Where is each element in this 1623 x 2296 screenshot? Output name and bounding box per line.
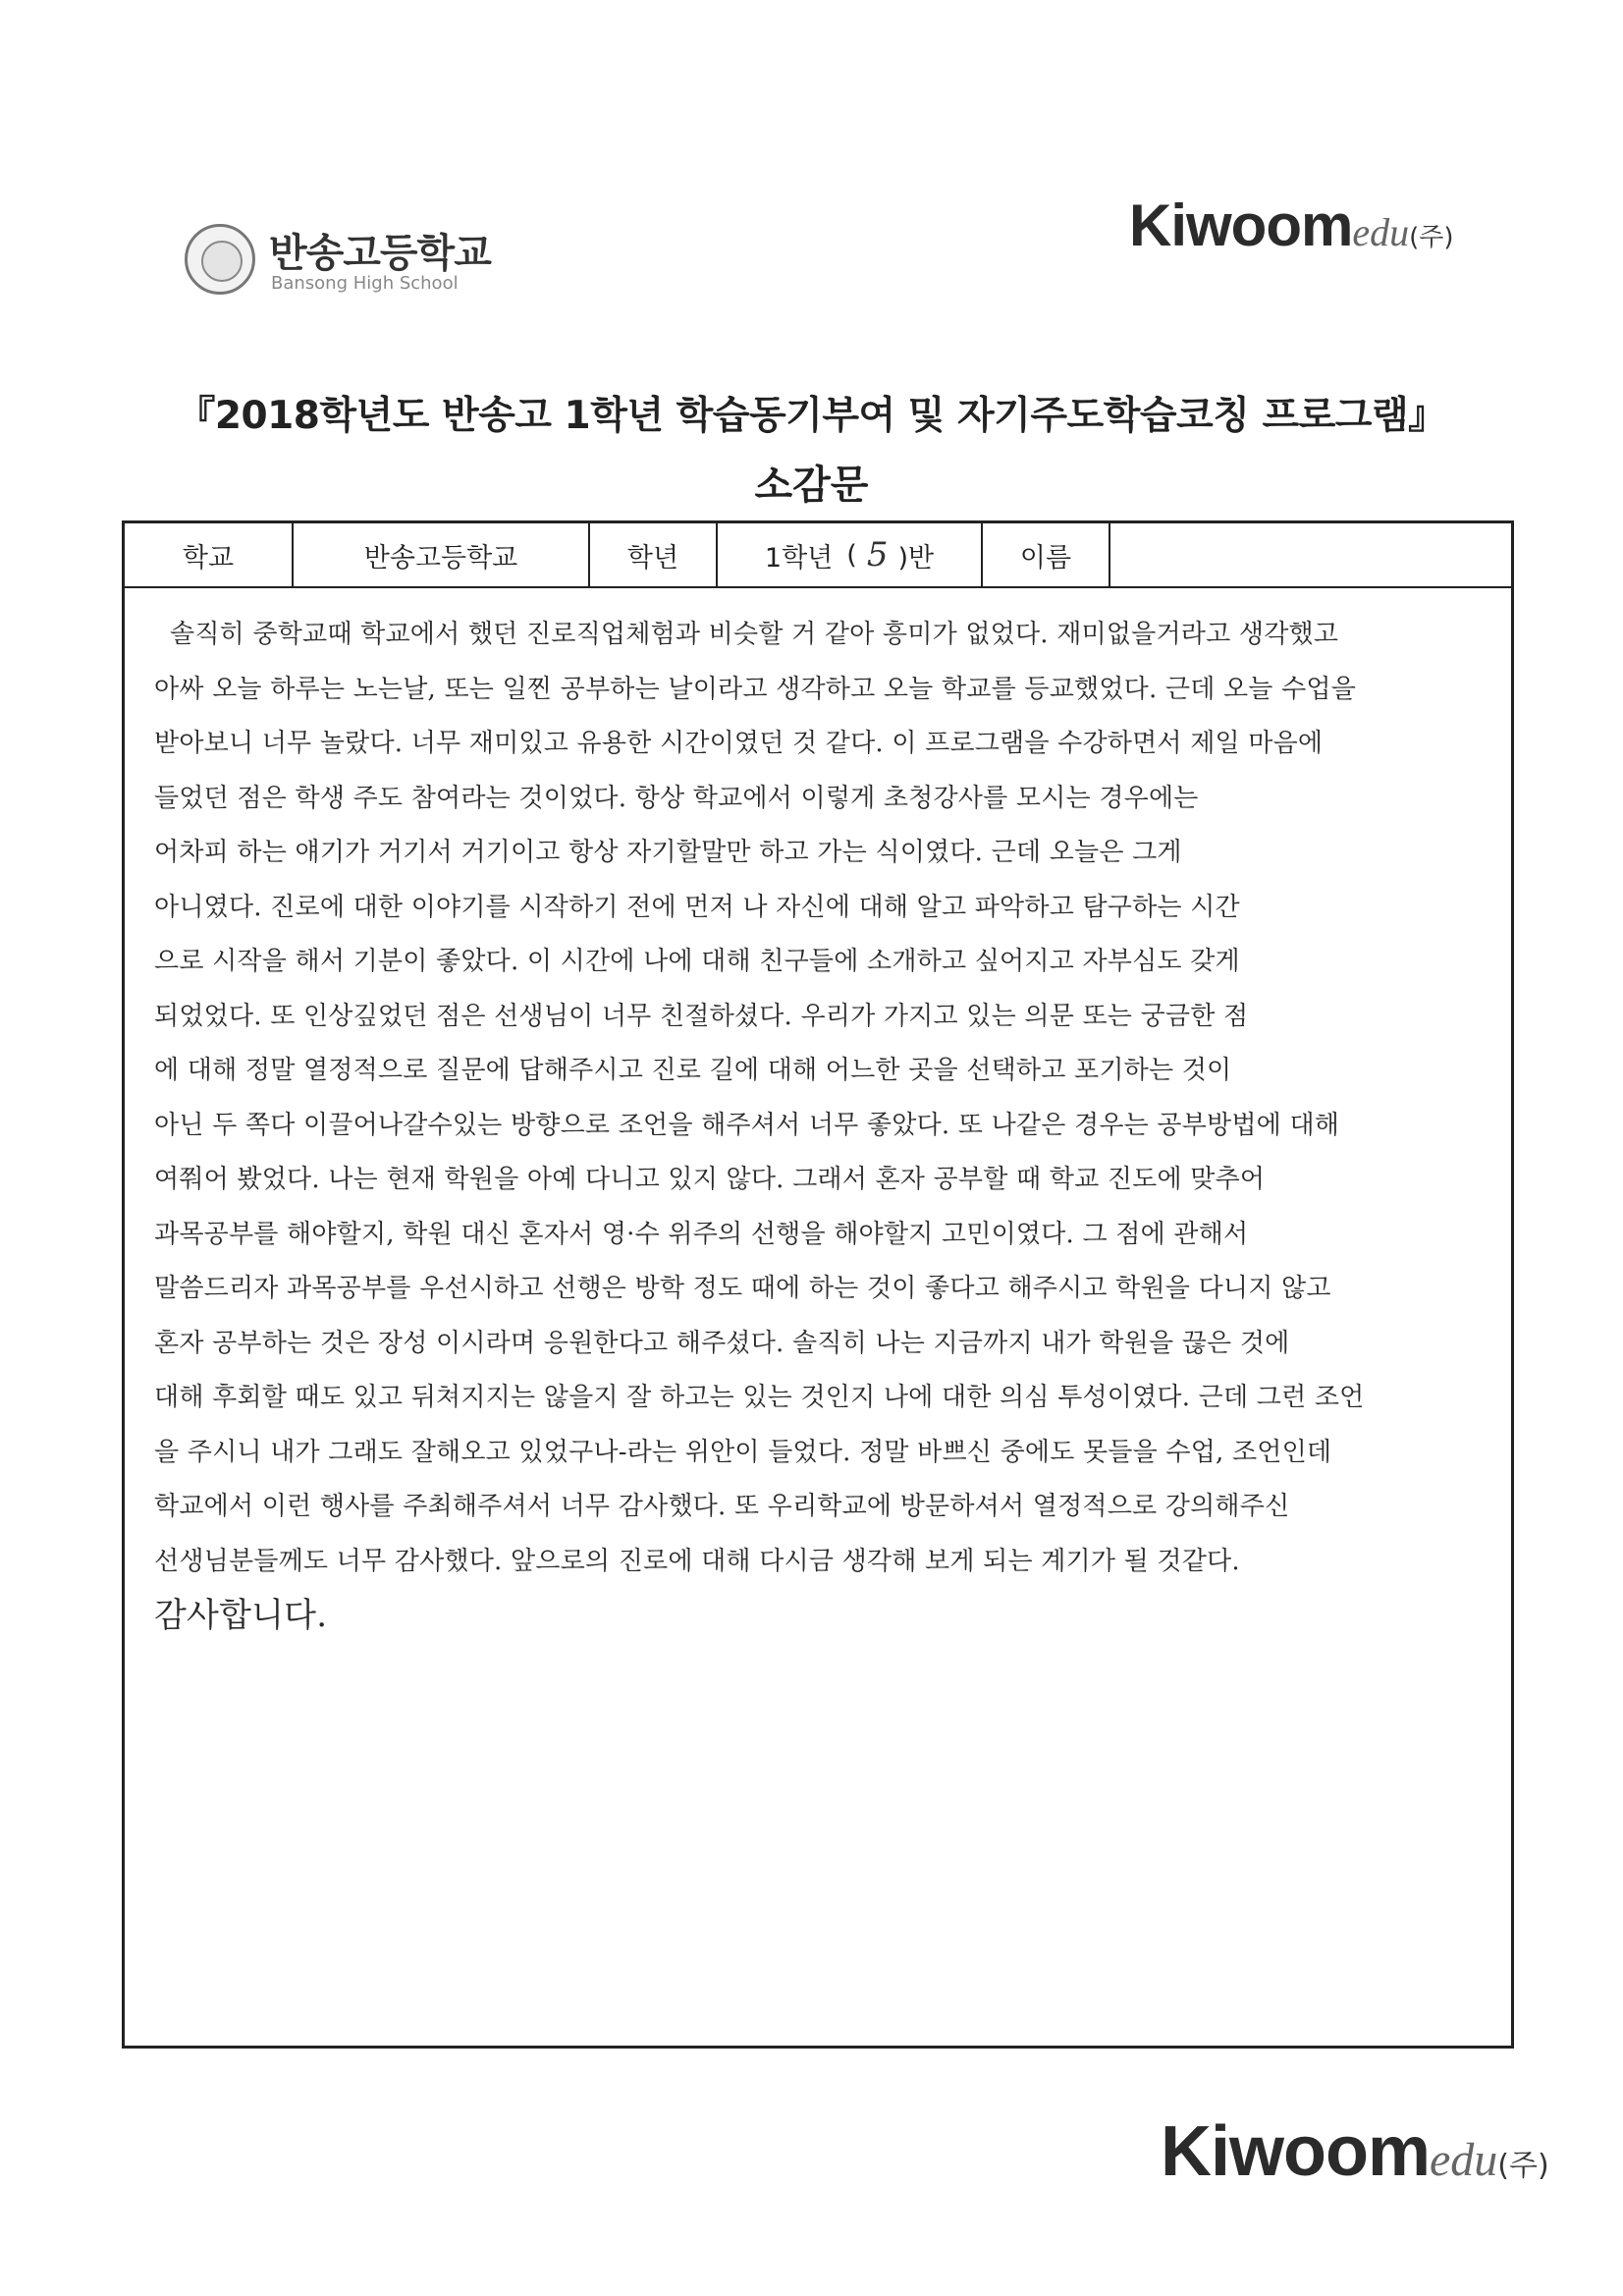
class-number: 5 [866,535,889,574]
grade-prefix: 1학년 [764,542,834,574]
essay-line: 아싸 오늘 하루는 노는날, 또는 일찐 공부하는 날이라고 생각하고 오늘 학교를 등교했었다. 근데 오늘 수업을 [154,674,1357,704]
essay-line: 을 주시니 내가 그래도 잘해오고 있었구나-라는 위안이 들었다. 정말 바쁘신 중에도 못들을 수업, 조언인데 [154,1437,1332,1467]
school-name-english: Bansong High School [271,273,459,294]
essay-line: 에 대해 정말 열정적으로 질문에 답해주시고 진로 길에 대해 어느한 곳을 선택하고 포기하는 것이 [154,1056,1232,1085]
essay-line: 혼자 공부하는 것은 장성 이시라며 응원한다고 해주셨다. 솔직히 나는 지금까지 내가 학원을 끊은 것에 [154,1328,1290,1358]
essay-line: 아닌 두 쪽다 이끌어나갈수있는 방향으로 조언을 해주셔서 너무 좋았다. 또 나같은 경우는 공부방법에 대해 [154,1110,1340,1140]
school-label: 학교 [125,523,294,586]
essay-line: 되었었다. 또 인상깊었던 점은 선생님이 너무 친절하셨다. 우리가 가지고 있는 의문 또는 궁금한 점 [154,1001,1249,1031]
essay-body [154,608,1489,1644]
essay-line: 과목공부를 해야할지, 학원 대신 혼자서 영·수 위주의 선행을 해야할지 고민이였다. 그 점에 관해서 [154,1219,1249,1249]
essay-line: 어차피 하는 얘기가 거기서 거기이고 항상 자기할말만 하고 가는 식이였다. 근데 오늘은 그게 [154,838,1182,867]
essay-line: 받아보니 너무 놀랐다. 너무 재미있고 유용한 시간이였던 것 같다. 이 프로그램을 수강하면서 제일 마음에 [154,729,1324,758]
class-suffix: )반 [897,542,935,574]
kiwoom-edu-logo-bottom [1161,2111,1549,2192]
essay-line: 아니였다. 진로에 대한 이야기를 시작하기 전에 먼저 나 자신에 대해 알고 파악하고 탐구하는 시간 [154,892,1240,922]
name-label: 이름 [983,523,1110,586]
kiwoom-suffix: (주) [1409,223,1454,252]
kiwoom-brand: Kiwoom [1161,2112,1430,2191]
grade-label: 학년 [590,523,718,586]
essay-line: 으로 시작을 해서 기분이 좋았다. 이 시간에 나에 대해 친구들에 소개하고 싶어지고 자부심도 갖게 [154,947,1240,976]
kiwoom-suffix: (주) [1497,2149,1549,2183]
kiwoom-edu-logo-top [1129,191,1454,259]
document-subtitle: 소감문 [754,463,869,508]
school-name: 반송고등학교 [269,231,491,276]
school-logo [185,218,509,306]
essay-line-closing: 감사합니다. [154,1596,328,1635]
school-seal-icon [185,224,255,295]
essay-line: 솔직히 중학교때 학교에서 했던 진로직업체험과 비슷할 거 같아 흥미가 없었다. 재미없을거라고 생각했고 [170,620,1339,649]
essay-line: 선생님분들께도 너무 감사했다. 앞으로의 진로에 대해 다시금 생각해 보게 되는 계기가 될 것같다. [154,1546,1240,1576]
grade-class-value [718,523,983,586]
essay-line: 들었던 점은 학생 주도 참여라는 것이었다. 항상 학교에서 이렇게 초청강사를 모시는 경우에는 [154,783,1199,813]
document-title: 『2018학년도 반송고 1학년 학습동기부여 및 자기주도학습코칭 프로그램』 [177,394,1446,438]
school-value: 반송고등학교 [294,523,590,586]
kiwoom-brand: Kiwoom [1129,192,1353,258]
essay-line: 말씀드리자 과목공부를 우선시하고 선행은 방학 정도 때에 하는 것이 좋다고 해주시고 학원을 다니지 않고 [154,1274,1331,1303]
kiwoom-edu: edu [1352,210,1410,254]
kiwoom-edu: edu [1429,2134,1498,2186]
essay-line: 대해 후회할 때도 있고 뒤쳐지지는 않을지 잘 하고는 있는 것인지 나에 대한 의심 투성이였다. 근데 그런 조언 [154,1383,1365,1412]
name-value [1110,523,1511,586]
paren-open: ( [846,539,857,571]
essay-form [122,520,1514,2049]
essay-line: 학교에서 이런 행사를 주최해주셔서 너무 감사했다. 또 우리학교에 방문하셔서 열정적으로 강의해주신 [154,1492,1290,1521]
essay-line: 여쭤어 봤었다. 나는 현재 학원을 아예 다니고 있지 않다. 그래서 혼자 공부할 때 학교 진도에 맞추어 [154,1165,1266,1194]
info-row [125,523,1511,588]
